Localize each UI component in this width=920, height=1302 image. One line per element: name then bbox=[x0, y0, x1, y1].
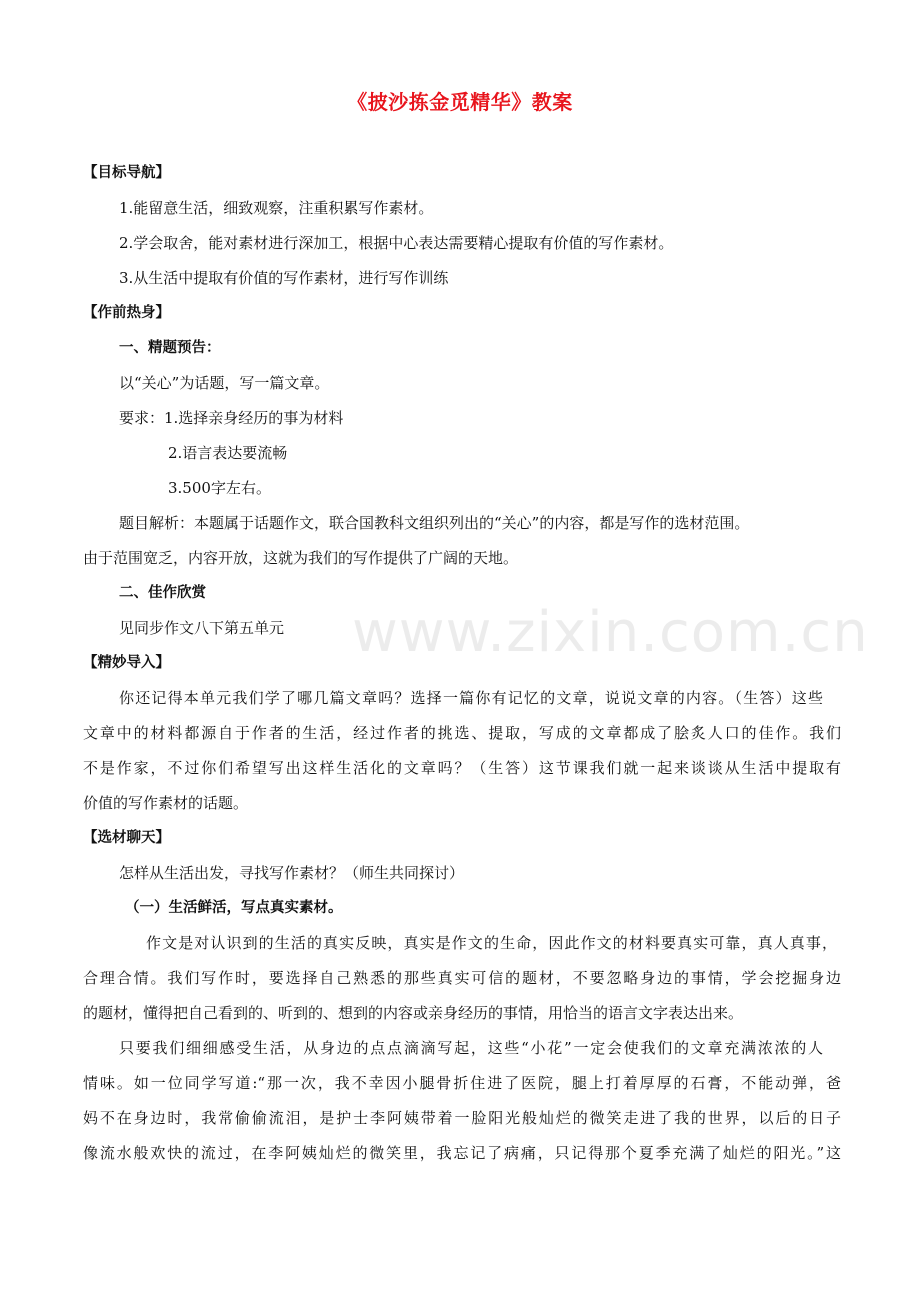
goal-item-2: 2.学会取舍，能对素材进行深加工，根据中心表达需要精心提取有价值的写作素材。 bbox=[119, 234, 674, 252]
goal-item-1: 1.能留意生活，细致观察，注重积累写作素材。 bbox=[119, 199, 434, 217]
requirement-1: 要求：1.选择亲身经历的事为材料 bbox=[119, 409, 344, 427]
chat-paragraph-1-line-2: 合理合情。我们写作时，要选择自己熟悉的那些真实可信的题材，不要忽略身边的事情，学会挖掘身边 bbox=[83, 969, 841, 987]
section-heading-intro: 【精妙导入】 bbox=[83, 655, 170, 671]
analysis-line-2: 由于范围宽乏，内容开放，这就为我们的写作提供了广阔的天地。 bbox=[83, 549, 519, 567]
chat-paragraph-2-line-3: 妈不在身边时，我常偷偷流泪，是护士李阿姨带着一脸阳光般灿烂的微笑走进了我的世界，以后的日子 bbox=[83, 1109, 841, 1127]
subheading-preview: 一、精题预告： bbox=[119, 340, 221, 356]
chat-paragraph-2-line-2: 情味。如一位同学写道:“那一次，我不幸因小腿骨折住进了医院，腿上打着厚厚的石膏，不能动弹，爸 bbox=[83, 1074, 841, 1092]
goal-item-3: 3.从生活中提取有价值的写作素材，进行写作训练 bbox=[119, 269, 449, 287]
section-heading-goals: 【目标导航】 bbox=[83, 165, 170, 181]
watermark: www.zixin.com.cn bbox=[352, 600, 869, 665]
document-title: 《披沙拣金觅精华》教案 bbox=[347, 90, 573, 114]
chat-paragraph-2-line-4: 像流水般欢快的流过，在李阿姨灿烂的微笑里，我忘记了病痛，只记得那个夏季充满了灿烂的阳光。”这 bbox=[83, 1144, 841, 1162]
chat-paragraph-1-line-3: 的题材，懂得把自己看到的、听到的、想到的内容或亲身经历的事情，用恰当的语言文字表达出来。 bbox=[83, 1004, 744, 1022]
subheading-sample: 二、佳作欣赏 bbox=[119, 585, 206, 601]
requirement-3: 3.500字左右。 bbox=[168, 479, 271, 497]
sample-reference: 见同步作文八下第五单元 bbox=[119, 619, 285, 637]
intro-paragraph-line-4: 价值的写作素材的话题。 bbox=[83, 794, 249, 812]
section-heading-chat: 【选材聊天】 bbox=[83, 830, 170, 846]
subheading-real-material: （一）生活鲜活，写点真实素材。 bbox=[125, 900, 343, 916]
intro-paragraph-line-2: 文章中的材料都源自于作者的生活，经过作者的挑选、提取，写成的文章都成了脍炙人口的佳作。我们 bbox=[83, 724, 841, 742]
chat-question: 怎样从生活出发，寻找写作素材？（师生共同探讨） bbox=[119, 864, 465, 882]
topic-prompt: 以“关心”为话题，写一篇文章。 bbox=[119, 374, 330, 392]
intro-paragraph-line-1: 你还记得本单元我们学了哪几篇文章吗？选择一篇你有记忆的文章，说说文章的内容。（生答）这些 bbox=[119, 689, 823, 707]
requirement-2: 2.语言表达要流畅 bbox=[168, 444, 288, 462]
section-heading-warmup: 【作前热身】 bbox=[83, 305, 170, 321]
chat-paragraph-1-line-1: 作文是对认识到的生活的真实反映，真实是作文的生命，因此作文的材料要真实可靠，真人真事， bbox=[146, 934, 837, 952]
chat-paragraph-2-line-1: 只要我们细细感受生活，从身边的点点滴滴写起，这些“小花”一定会使我们的文章充满浓浓的人 bbox=[119, 1039, 823, 1057]
analysis-line-1: 题目解析：本题属于话题作文，联合国教科文组织列出的“关心”的内容，都是写作的选材范围。 bbox=[119, 514, 750, 532]
intro-paragraph-line-3: 不是作家，不过你们希望写出这样生活化的文章吗？（生答）这节课我们就一起来谈谈从生活中提取有 bbox=[83, 759, 841, 777]
